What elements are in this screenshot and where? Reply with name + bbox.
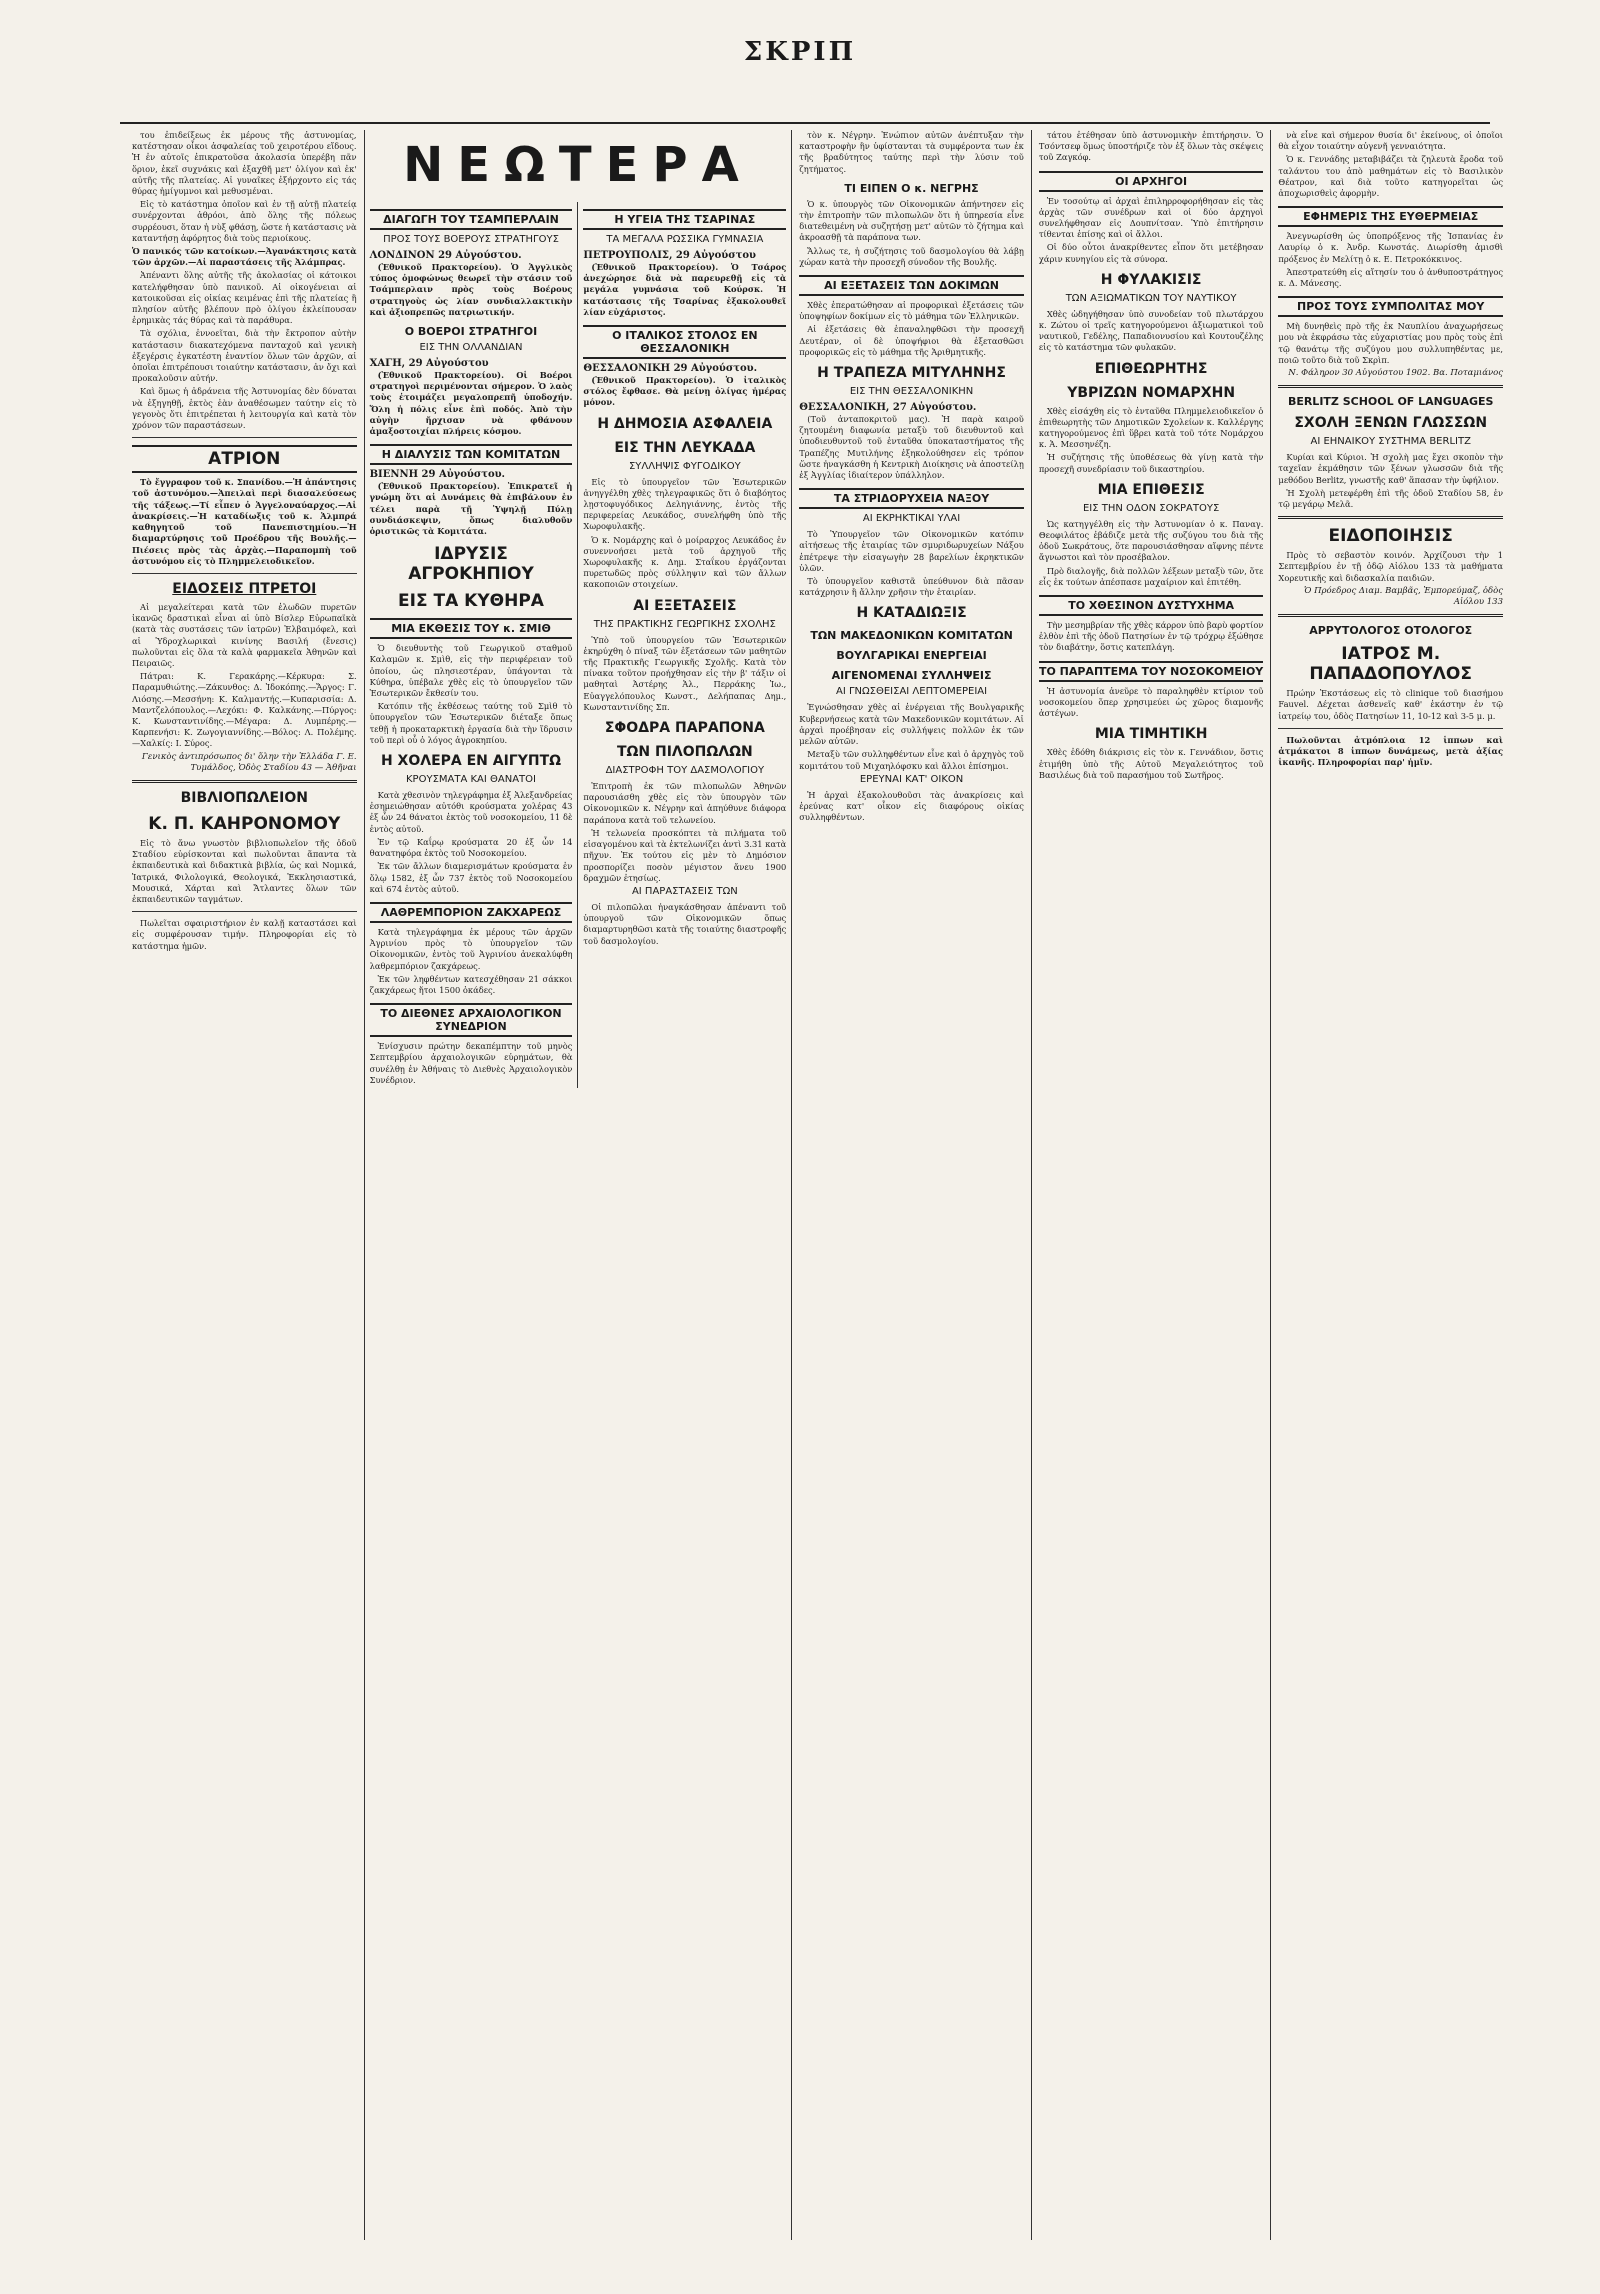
dateline: ΘΕΣΣΑΛΟΝΙΚΗ 29 Αὐγούστου. bbox=[583, 363, 758, 375]
column-2 bbox=[365, 202, 579, 1088]
headline: Η ΥΓΕΙΑ ΤΗΣ ΤΣΑΡΙΝΑΣ bbox=[583, 209, 786, 230]
headline: Η ΦΥΛΑΚΙΣΙΣ bbox=[1100, 271, 1202, 288]
article-text: Ὡς κατηγγέλθη εἰς τὴν Ἀστυνομίαν ὁ κ. Παναγ. Θεοφιλάτος ἐβάδιζε μετὰ τῆς συζύγου του διὰ τῆς ὁδοῦ Σωκράτους, ὅτε παρουσιάσθησαν αἴφνης πέντε ἄγνωστοι καὶ τὸν προσέβαλον. bbox=[1038, 518, 1264, 563]
ad-text: Ἡ Σχολὴ μετεφέρθη ἐπὶ τῆς ὁδοῦ Σταδίου 58, ἐν τῷ μεγάρῳ Μελᾶ. bbox=[1278, 487, 1503, 510]
article-text: Ἐκ τῶν ληφθέντων κατεσχέθησαν 21 σάκκοι ζακχάρεως ἥτοι 1500 ὀκάδες. bbox=[369, 973, 573, 995]
headline: ΤΙ ΕΙΠΕΝ Ο κ. ΝΕΓΡΗΣ bbox=[844, 181, 979, 195]
subheadline: ΑΙ ΕΚΡΗΚΤΙΚΑΙ ΥΛΑΙ bbox=[862, 513, 961, 525]
article-text: Ἐν τῷ Καΐρῳ κρούσματα 20 ἐξ ὧν 14 θανατηφόρα ἐκτὸς τοῦ Νοσοκομείου. bbox=[369, 836, 573, 859]
ad-text: Πωλεῖται σφαιριστήριον ἐν καλῇ καταστάσει καὶ εἰς συμφέρουσαν τιμήν. Πληροφορίαι εἰς τὸ κατάστημα ἡμῶν. bbox=[132, 918, 357, 951]
subheadline: ΔΙΑΣΤΡΟΦΗ ΤΟΥ ΔΑΣΜΟΛΟΓΙΟΥ bbox=[605, 765, 765, 777]
subheadline: ΑΙ ΓΝΩΣΘΕΙΣΑΙ ΛΕΠΤΟΜΕΡΕΙΑΙ bbox=[836, 686, 988, 698]
ad-text: Κυρίαι καὶ Κύριοι. Ἡ σχολὴ μας ἔχει σκοπὸν τὴν ταχεῖαν ἐκμάθησιν τῶν ξένων γλωσσῶν διὰ τῆς μεθόδου Berlitz, γνωστῆς καθ' ἅπασαν τὴν ὑφήλιον. bbox=[1278, 452, 1503, 485]
column-6 bbox=[1271, 130, 1510, 2240]
subheadline: ΣΥΛΛΗΨΙΣ ΦΥΓΟΔΙΚΟΥ bbox=[628, 460, 741, 472]
article-text: Ἡ τελωνεία προσκόπτει τὰ πιλήματα τοῦ εἰσαγομένου καὶ τὰ ἐκτελωνίζει ἀντὶ 3.31 κατὰ πῆχυν. Ἐκ τούτου εἰς μὲν τὸ Δημόσιον προσπορίζει ποσὸν μέγιστον ἄνευ 1900 δραχμῶν ἐτησίως. bbox=[583, 827, 787, 883]
headline: ΑΙΓΕΝΟΜΕΝΑΙ ΣΥΛΛΗΨΕΙΣ bbox=[831, 669, 992, 683]
headline: ΛΑΘΡΕΜΠΟΡΙΟΝ ΖΑΚΧΑΡΕΩΣ bbox=[370, 902, 573, 923]
ad-heading: ΑΡΡΥΤΟΛΟΓΟΣ ΟΤΟΛΟΓΟΣ bbox=[1309, 624, 1473, 638]
headline: Η ΔΙΑΛΥΣΙΣ ΤΩΝ ΚΟΜΙΤΑΤΩΝ bbox=[370, 444, 573, 465]
masthead-title: ΣΚΡΙΠ bbox=[743, 37, 857, 67]
headline: ΕΦΗΜΕΡΙΣ ΤΗΣ ΕΥΘΕΡΜΕΙΑΣ bbox=[1278, 206, 1503, 227]
subheadline: ΕΙΣ ΤΗΝ ΟΛΛΑΝΔΙΑΝ bbox=[419, 342, 523, 354]
heading-atrion: ΑΤΡΙΟΝ bbox=[132, 445, 357, 473]
article-text: Μὴ δυνηθεὶς πρὸ τῆς ἐκ Ναυπλίου ἀναχωρήσεως μου νὰ ἐκφράσω τὰς εὐχαριστίας μου πρὸς τοὺς ἐπὶ τῷ θανάτῳ τῆς συζύγου μου συλλυπηθέντας με, ποιῶ τοῦτο διὰ τοῦ Σκρὶπ. bbox=[1278, 321, 1503, 365]
dateline: ΧΑΓΗ, 29 Αὐγούστου bbox=[369, 358, 489, 370]
heading-bookstore-owner: Κ. Π. ΚΑΗΡΟΝΟΜΟΥ bbox=[148, 813, 341, 834]
article-text: Τὰ σχόλια, ἐννοεῖται, διὰ τὴν ἔκτροπον αὐτὴν κατάστασιν διακατεχόμενα πανταχοῦ καὶ γενικὴ ἐξεγέρσις ἐγκατέστη ἐναντίον ὅλων τῶν ἀρχῶν, αἱ ὁποῖαι ἐπιτρέπουσι τοιαύτην κατάστασιν, ἀν ὄχι καὶ προκαλοῦσιν αὐτήν. bbox=[132, 328, 357, 384]
headline: ΜΙΑ ΤΙΜΗΤΙΚΗ bbox=[1094, 726, 1208, 743]
headline: Η ΔΗΜΟΣΙΑ ΑΣΦΑΛΕΙΑ bbox=[597, 415, 773, 432]
heading-bookstore: ΒΙΒΛΙΟΠΩΛΕΙΟΝ bbox=[180, 789, 308, 806]
signature: Ν. Φάληρον 30 Αὐγούστου 1902. Βα. Ποταμιάνος bbox=[1288, 368, 1503, 379]
section-title: ΝΕΩΤΕΡΑ bbox=[403, 137, 753, 193]
ad-heading: ΣΧΟΛΗ ΞΕΝΩΝ ΓΛΩΣΣΩΝ bbox=[1294, 415, 1488, 432]
column-3 bbox=[578, 202, 791, 1088]
headline: ΤΩΝ ΜΑΚΕΔΟΝΙΚΩΝ ΚΟΜΙΤΑΤΩΝ bbox=[810, 629, 1013, 643]
headline: ΤΟ ΔΙΕΘΝΕΣ ΑΡΧΑΙΟΛΟΓΙΚΟΝ ΣΥΝΕΔΡΙΟΝ bbox=[370, 1003, 573, 1037]
subheadline: ΤΩΝ ΑΞΙΩΜΑΤΙΚΩΝ ΤΟΥ ΝΑΥΤΙΚΟΥ bbox=[1065, 292, 1237, 304]
article-text: Τὸ ἔγγραφον τοῦ κ. Σπανίδου.—Ἡ ἀπάντησις τοῦ ἀστυνόμου.—Ἀπειλαὶ περὶ διασαλεύσεως τῆς τάξεως.—Τί εἶπεν ὁ Ἀγγελοναύαρχος.—Αἱ ἀνακρίσεις.—Ἡ καταδίωξις τοῦ κ. Ἀλμπρά καθηγητοῦ τοῦ Πανεπιστημίου.—Ἡ διαμαρτύρησις τοῦ Προέδρου τῆς Βουλῆς.—Πιέσεις πρὸς τὰς ἀρχὰς.—Παραπομπὴ τοῦ ἀστυνόμου εἰς τὸ Πλημμελειοδικεῖον. bbox=[132, 477, 357, 566]
divider bbox=[132, 573, 357, 574]
article-text: Ἐν τοσούτῳ αἱ ἀρχαὶ ἐπιληρροφορήθησαν εἰς τὰς ἀρχὰς τῶν συνέδρων καὶ οἱ δύο ἀρχηγοὶ συνελήφθησαν εἰς Δουπνίτσαν. Ὑπὸ ἐπιτήρησιν τίθενται ἐπίσης καὶ οἱ ἄλλοι. bbox=[1038, 195, 1264, 240]
headline: ΥΒΡΙΖΩΝ ΝΟΜΑΡΧΗΝ bbox=[1067, 384, 1236, 401]
article-subhead: Ὁ πανικός τῶν κατοίκων.—Ἀγανάκτησις κατὰ τῶν ἀρχῶν.—Αἱ παραστάσεις τῆς Ἀλάμπρας. bbox=[132, 246, 357, 268]
ad-heading: ΙΑΤΡΟΣ Μ. ΠΑΠΑΔΟΠΟΥΛΟΣ bbox=[1309, 644, 1472, 685]
article-text: Οἱ πιλοπῶλαι ἠναγκάσθησαν ἀπέναντι τοῦ ὑπουργοῦ τῶν Οἰκονομικῶν ὅπως διαμαρτυρηθῶσι κατὰ τῆς τοιαύτης διαστροφῆς τοῦ δασμολογίου. bbox=[583, 901, 787, 946]
article-text: Ὁ κ. Νομάρχης καὶ ὁ μοίραρχος Λευκάδος ἐν συνεννοήσει μετὰ τοῦ ἀρχηγοῦ τῆς Χωροφυλακῆς κ. Δημ. Σταΐκου ἐργάζονται πυρετωδῶς πρὸς σύλληψιν καὶ τῶν ἄλλων κακοποιῶν στοιχείων. bbox=[583, 534, 787, 590]
article-text: Χθὲς εἰσάχθη εἰς τὸ ἐνταῦθα Πλημμελειοδικεῖον ὁ ἐπιθεωρητὴς τῶν Δημοτικῶν Σχολείων κ. Καλλέργης κατηγορούμενος ἐπὶ ὕβρει κατὰ τοῦ τότε Νομάρχου κ. Ἀ. Μεσσηνέζη. bbox=[1038, 405, 1264, 450]
headline: ΕΠΙΘΕΩΡΗΤΗΣ bbox=[1094, 360, 1208, 377]
subheadline: ΤΗΣ ΠΡΑΚΤΙΚΗΣ ΓΕΩΡΓΙΚΗΣ ΣΧΟΛΗΣ bbox=[593, 618, 776, 630]
article-text: (Ἐθνικοῦ Πρακτορείου). Ὁ ἰταλικὸς στόλος ἔφθασε. Θὰ μείνῃ ὀλίγας ἡμέρας μόνον. bbox=[583, 375, 787, 408]
article-text: Ἄλλως τε, ἡ συζήτησις τοῦ δασμολογίου θὰ λάβῃ χώραν κατὰ τὴν προσεχῆ σύνοδον τῆς Βουλῆς. bbox=[799, 245, 1024, 267]
ad-text: Πάτραι: Κ. Γερακάρης.—Κέρκυρα: Σ. Παραμυθιώτης.—Ζάκυνθος: Δ. Ἰδοκόπης.—Ἄργος: Γ. Λιόσης.—Μεσσήνη: Κ. Καλμαντής.—Κυπαρισσία: Δ. Μαντζελόπουλος.—Λεχόκι: Φ. Καλκάνης.—Πύργος: Κ. Κωνσταντινίδης.—Μέγαρα: Δ. Λυμπέρης.—Καρπενήσι: Κ. Ζωγογιαννίδης.—Βόλος: Λ. Πολέμης.—Χαλκίς: Ι. Σύρος. bbox=[132, 671, 357, 749]
article-text: Τὸ Ὑπουργεῖον τῶν Οἰκονομικῶν κατόπιν αἰτήσεως τῆς ἑταιρίας τῶν σμυριδωρυχείων Νάξου ἐπέτρεψε τὴν εἰσαγωγὴν 28 βαρελίων ἐκρηκτικῶν ὑλῶν. bbox=[799, 529, 1024, 573]
headline: ΤΟ ΠΑΡΑΠΤΕΜΑ ΤΟΥ ΝΟΣΟΚΟΜΕΙΟΥ bbox=[1039, 661, 1264, 682]
masthead bbox=[0, 28, 1600, 76]
ad-text: Πωλοῦνται ἀτμόπλοια 12 ἱππων καὶ ἀτμάκατοι 8 ἱππων δυνάμεως, μετὰ ἀξίας ἱκανῆς. Πληροφορίαι παρ' ἡμῖν. bbox=[1278, 734, 1503, 768]
divider bbox=[132, 911, 357, 912]
article-text: Ἀπεστρατεύθη εἰς αἴτησίν του ὁ ἀνθυποστράτηγος κ. Δ. Μάνεσης. bbox=[1278, 266, 1503, 289]
divider bbox=[132, 437, 357, 438]
top-rule bbox=[120, 122, 1490, 124]
divider bbox=[132, 780, 357, 783]
headline: ΤΩΝ ΠΙΛΟΠΩΛΩΝ bbox=[616, 744, 753, 761]
headline: ΒΟΥΛΓΑΡΙΚΑΙ ΕΝΕΡΓΕΙΑΙ bbox=[836, 649, 987, 663]
headline: ΔΙΑΓΩΓΗ ΤΟΥ ΤΣΑΜΠΕΡΛΑΙΝ bbox=[370, 209, 573, 230]
article-text: Ἡ ἀρχαὶ ἐξακολουθοῦσι τὰς ἀνακρίσεις καὶ ἐρεύνας κατ' οἶκον εἰς διαφόρους οἰκίας συλληφθέντων. bbox=[799, 789, 1024, 823]
headline: ΕΙΣ ΤΗΝ ΛΕΥΚΑΔΑ bbox=[614, 439, 756, 456]
ad-text: Πρώην Ἐκστάσεως εἰς τὸ clinique τοῦ διασήμου Fauvel. Δέχεται ἀσθενεῖς καθ' ἑκάστην ἐν τῷ ἰατρείῳ του, ὁδὸς Πατησίων 11, 10-12 καὶ 3-5 μ. μ. bbox=[1278, 688, 1503, 721]
heading-eidoseis: ΕΙΔΟΣΕΙΣ ΠΤΡΕΤΟΙ bbox=[172, 580, 317, 597]
subheadline: ΚΡΟΥΣΜΑΤΑ ΚΑΙ ΘΑΝΑΤΟΙ bbox=[406, 774, 536, 786]
headline: Ο ΒΟΕΡΟΙ ΣΤΡΑΤΗΓΟΙ bbox=[404, 325, 538, 339]
article-text: Εἰς τὸ κατάστημα ὁποῖον καὶ ἐν τῇ αὐτῇ πλατείᾳ συνέρχονται ἀθρόοι, ἀπὸ ὅλης τῆς πόλεως συρρέουσι, ὅταν ἡ νὺξ φθάσῃ, ὥστε ἡ κατάστασις νὰ καταντήσῃ ἀφόρητος διὰ τοὺς περιοίκους. bbox=[132, 199, 357, 243]
article-text: του ἐπιδείξεως ἐκ μέρους τῆς ἀστυνομίας, κατέστησαν οἶκοι ἀσφαλείας τοῦ χειροτέρου εἴδους. Ἡ ἐν αὐτοῖς ἐπικρατοῦσα ἀκολασία ὑπερέβη πᾶν ὅριον, ἐκεῖ συχνάκις καὶ ἐξαχθῆ μετ' ὀλίγον καὶ ἐκ' αὐτῆς τῆς πλατείας. Αἱ γυναῖκες ἐξήρχοντο εἰς τάς θύρας ἡμίγυμνοι καὶ μεθυσμέναι. bbox=[132, 130, 357, 197]
column-5 bbox=[1032, 130, 1272, 2240]
article-text: Οἱ δύο οὗτοι ἀνακρίθεντες εἶπον ὅτι μετέβησαν χάριν κυνηγίου εἰς τὰ σύνορα. bbox=[1038, 242, 1264, 264]
subheadline: ΕΡΕΥΝΑΙ ΚΑΤ' ΟΙΚΟΝ bbox=[859, 773, 964, 785]
dateline: ΛΟΝΔΙΝΟΝ 29 Αὐγούστου. bbox=[369, 250, 522, 261]
headline: ΑΙ ΕΞΕΤΑΣΕΙΣ ΤΩΝ ΔΟΚΙΜΩΝ bbox=[799, 275, 1024, 296]
headline: ΤΑ ΣΤΡΙΔΟΡΥΧΕΙΑ ΝΑΞΟΥ bbox=[799, 488, 1024, 509]
article-text: Ὑπὸ τοῦ ὑπουργείου τῶν Ἐσωτερικῶν ἐκηρύχθη ὁ πίναξ τῶν ἐξετάσεων τῶν μαθητῶν τῆς Πρακτικῆς Γεωργικῆς Σχολῆς. Κατὰ τὸν πίνακα τοῦτον προήχθησαν εἰς τὴν β' τάξιν οἱ μαθηταὶ Ἀστέρης Ἀλ., Περράκης Ἰω., Εὐαγγελόπουλος Κωνστ., Δελήπαπας Δημ., Κωνσταντινίδης Σπ. bbox=[583, 634, 787, 712]
subheadline: ΜΙΑ ΕΚΘΕΣΙΣ ΤΟΥ κ. ΣΜΙΘ bbox=[370, 618, 573, 639]
article-text: Ὁ διευθυντὴς τοῦ Γεωργικοῦ σταθμοῦ Καλαμῶν κ. Σμὶθ, εἰς τὴν περιφέρειαν τοῦ ὁποίου, ὡς πλησιεστέραν, ὑπάγονται τὰ Κύθηρα, ὑπέβαλε χθὲς εἰς τὸ ὑπουργεῖον τῶν Ἐσωτερικῶν ἔκθεσίν του. bbox=[369, 643, 573, 699]
subheadline: ΤΑ ΜΕΓΑΛΑ ΡΩΣΣΙΚΑ ΓΥΜΝΑΣΙΑ bbox=[606, 234, 764, 245]
ad-text: Αἱ μεγαλείτεραι κατὰ τῶν ἐλωδῶν πυρετῶν ἰκανῶς δραστικαὶ εἶναι αἱ ὑπὸ Βίσλερ Εὐρωπαϊκὰ (κατὰ τὰς συστάσεις τῶν ἰατρῶν) Ἑλβαιμόφελ, καὶ αἱ Ὑδροχλωρικαὶ κινίνης Βασιλή (ἔνεσις) πωλοῦνται εἰς ὅλα τὰ καλὰ φαρμακεῖα Ἀθηνῶν καὶ Πειραιῶς. bbox=[132, 601, 357, 668]
dateline: ΠΕΤΡΟΥΠΟΛΙΣ, 29 Αὐγούστου bbox=[583, 250, 756, 261]
divider bbox=[1278, 614, 1503, 617]
ad-heading: BERLITZ SCHOOL OF LANGUAGES bbox=[1287, 395, 1494, 409]
article-text: Πρὸ διαλογῆς, διὰ πολλῶν λέξεων μεταξὺ τῶν, ὅτε εἷς ἐκ τούτων ἀπέσπασε μαχαίριον καὶ ἐπιτέθη. bbox=[1038, 565, 1264, 587]
headline: Η ΤΡΑΠΕΖΑ ΜΙΤΥΛΗΝΗΣ bbox=[817, 365, 1006, 382]
article-text: Χθὲς ὡδηγήθησαν ὑπὸ συνοδείαν τοῦ πλωτάρχου κ. Ζώτου οἱ τρεῖς κατηγορούμενοι ἀξιωματικοὶ τοῦ ναυτικοῦ, Γεδέλης, Παπαδιονυσίου καὶ Κουτουζέλης εἰς τὸ κατάστημα τῶν φυλακῶν. bbox=[1038, 308, 1264, 353]
dateline: ΘΕΣΣΑΛΟΝΙΚΗ, 27 Αὐγούστου. bbox=[799, 402, 977, 414]
article-text: (Ἐθνικοῦ Πρακτορείου). Ὁ Ἀγγλικὸς τύπος ὁμοφώνως θεωρεῖ τὴν στάσιν τοῦ Τσάμπερλαιν πρὸς τοὺς Βοέρους στρατηγοὺς ὡς λίαν συνδιαλλακτικὴν καὶ ἀξιοπρεπῶς πατριωτικήν. bbox=[369, 262, 573, 317]
article-text: (Τοῦ ἀνταποκριτοῦ μας). Ἡ παρὰ καιροῦ ζητουμένη διαφωνία μεταξὺ τοῦ διευθυντοῦ καὶ ὑποδιευθυντοῦ τοῦ ἐνταῦθα ὑποκαταστήματος τῆς Τραπέζης Μυτιλήνης ἐξηκολούθησεν εἰς τρόπον ὥστε ἠναγκάσθη ἡ Κεντρικὴ Διοίκησις νὰ ἀποστείλῃ ἐξ Ἀγγλίας ἰδιαίτερον ὑπάλληλον. bbox=[799, 414, 1024, 481]
headline: Η ΧΟΛΕΡΑ ΕΝ ΑΙΓΥΠΤΩ bbox=[380, 753, 562, 770]
column-1 bbox=[125, 130, 365, 2240]
article-text: (Ἐθνικοῦ Πρακτορείου). Ἐπικρατεῖ ἡ γνώμη ὅτι αἱ Δυνάμεις θὰ ἐπιβάλουν ἐν τέλει παρὰ τῇ Ὑψηλῇ Πύλῃ συνδιάσκεψιν, ὅπως διαλυθοῦν ὁριστικῶς τὰ Κομιτάτα. bbox=[369, 481, 573, 537]
article-text: Ὁ κ. Γεννάδης μεταβιβάζει τὰ ζηλευτὰ ἔροδα τοῦ ταλάντου του ἀπὸ μαθημάτων εἰς τὸ Βασιλικὸν Θέατρον, καὶ διὰ τοῦτο κατηγορεῖται ὡς ἀποχωρισθεὶς ἀφορμὴν. bbox=[1278, 154, 1503, 199]
columns bbox=[125, 130, 1510, 2240]
article-text: τὸν κ. Νέγρην. Ἐνώπιον αὐτῶν ἀνέπτυξαν τὴν καταστροφὴν ἣν ὑφίστανται τὰ συμφέροντα των ἐκ τῆς βραδύτητος ταύτης περὶ τὴν λύσιν τοῦ ζητήματος. bbox=[799, 130, 1024, 174]
article-text: Ἐγνώσθησαν χθὲς αἱ ἐνέργειαι τῆς Βουλγαρικῆς Κυβερνήσεως κατὰ τῶν Μακεδονικῶν κομιτάτων. Αἱ ἀρχαὶ προέβησαν εἰς συλλήψεις πολλῶν ἐκ τῶν μελῶν αὐτῶν. bbox=[799, 702, 1024, 747]
article-text: Ἡ ἀστυνομία ἀνεῦρε τὸ παραληφθὲν κτίριον τοῦ νοσοκομείου ὅπερ χρησιμεύει ὡς χῶρος διαμονῆς ἀστέγων. bbox=[1038, 685, 1264, 719]
article-text: Ἀνεγνωρίσθη ὡς ὑποπρόξενος τῆς Ἰσπανίας ἐν Λαυρίῳ ὁ κ. Ἀνδρ. Κωνστάς. Διωρίσθη ἀμισθὶ πρόξενος ἐν Μελίτῃ ὁ κ. Ε. Πετροκόκκινος. bbox=[1278, 231, 1503, 264]
headline: ΕΙΣ ΤΑ ΚΥΘΗΡΑ bbox=[398, 591, 544, 612]
article-text: Κατόπιν τῆς ἐκθέσεως ταύτης τοῦ Σμὶθ τὸ ὑπουργεῖον τῶν Ἐσωτερικῶν διέταξε ὅπως τεθῇ ἡ προκαταρκτικὴ ἐργασία διὰ τὴν ἵδρυσιν τοῦ περὶ οὗ ὁ λόγος ἀγροκηπίου. bbox=[369, 701, 573, 745]
news-section bbox=[365, 130, 793, 2240]
article-text: Κατὰ χθεσινὸν τηλεγράφημα ἐξ Ἀλεξανδρείας ἐσημειώθησαν αὐτόθι κρούσματα χολέρας 43 ἐξ ὧν 24 θάνατοι ἐκτὸς τοῦ νοσοκομείου, 11 δὲ ἐντὸς αὐτοῦ. bbox=[369, 790, 573, 834]
article-text: τάτου ἐτέθησαν ὑπὸ ἀστυνομικὴν ἐπιτήρησιν. Ὁ Τσόντσεφ ὅμως ὑποστήριζε τὸν ἐξ ὅλων τὰς σκέψεις τοῦ Ζαγκόφ. bbox=[1038, 130, 1264, 163]
article-text: Καὶ ὅμως ἡ ἀδράνεια τῆς Ἀστυνομίας δὲν δύναται νὰ ἐξηγηθῇ, ἐκτὸς ἐὰν ἀναθέσωμεν ταύτην εἰς τὸ γεγονὸς ὅτι ἐπιτρέπεται ἡ λειτουργία καὶ κατὰ τὸν χρόνον τῶν παραστάσεων. bbox=[132, 386, 357, 431]
ad-text: Πρὸς τὸ σεβαστὸν κοινόν. Ἀρχίζουσι τὴν 1 Σεπτεμβρίου ἐν τῇ ὁδῷ Αἰόλου 133 τὰ μαθήματα Χορευτικῆς καὶ διδασκαλία παιδιῶν. bbox=[1278, 550, 1503, 583]
article-text: Ἀπέναντι ὅλης αὐτῆς τῆς ἀκολασίας οἱ κάτοικοι κατελήφθησαν ὑπὸ πανικοῦ. Αἱ οἰκογένειαι αἱ κατοικοῦσαι εἰς οἰκίας κειμένας ἐπὶ τῆς πλατείας ἢ πλησίον αὐτῆς βλέπουν πρὸ ὀλίγου ἐκλείπουσαν ἐρημικὰς τάς θύρας καὶ τὰ παράθυρα. bbox=[132, 270, 357, 326]
dateline: ΒΙΕΝΝΗ 29 Αὐγούστου. bbox=[369, 469, 506, 481]
article-text: Ὁ κ. ὑπουργὸς τῶν Οἰκονομικῶν ἀπήντησεν εἰς τὴν ἐπιτροπὴν τῶν πιλοπωλῶν ὅτι ἡ ὑπηρεσία εἶνε διατεθειμένη νὰ συζητήσῃ μετ' αὐτῶν τὸ ζήτημα καὶ ἀκροασθῇ τὰ παράπονα των. bbox=[799, 198, 1024, 243]
article-text: Μεταξὺ τῶν συλληφθέντων εἶνε καὶ ὁ ἀρχηγὸς τοῦ κομιτάτου τοῦ Μιχαηλόφσκυ καὶ ἄλλοι ἐπίσημοι. bbox=[799, 749, 1024, 771]
article-text: Ἐκ τῶν ἄλλων διαμερισμάτων κρούσματα ἐν ὅλῳ 1582, ἐξ ὧν 737 ἐκτὸς τοῦ Νοσοκομείου καὶ 674 ἐντὸς αὐτοῦ. bbox=[369, 861, 573, 894]
article-text: Ἡ συζήτησις τῆς ὑποθέσεως θὰ γίνῃ κατὰ τὴν προσεχῆ συνεδρίασιν τοῦ δικαστηρίου. bbox=[1038, 452, 1264, 474]
divider bbox=[1278, 516, 1503, 519]
ad-subheading: ΑΙ ΕΗΝΑΙΚΟΥ ΣΥΣΤΗΜΑ BERLITZ bbox=[1310, 436, 1471, 448]
ad-heading: ΕΙΔΟΠΟΙΗΣΙΣ bbox=[1328, 526, 1453, 547]
ad-text: Εἰς τὸ ἄνω γνωστὸν βιβλιοπωλεῖον τῆς ὁδοῦ Σταδίου εὑρίσκονται καὶ πωλοῦνται ἅπαντα τὰ ἐκπαιδευτικὰ καὶ διδακτικὰ βιβλία, ὡς καὶ Νομικά, Ἰατρικά, Φιλολογικά, Θεολογικά, Ἐκκλησιαστικά, Μουσικά, Χάρται καὶ Ἄτλαντες ὅλων τῶν ἐκπαιδευτικῶν ταγμάτων. bbox=[132, 837, 357, 904]
article-text: (Ἐθνικοῦ Πρακτορείου). Οἱ Βοέροι στρατηγοὶ περιμένονται σήμερον. Ὁ λαὸς τοὺς ἑτοιμάζει μεγαλοπρεπῆ ὑποδοχήν. Ὅλη ἡ πόλις εἶνε ἐπὶ ποδός. Ἀπὸ τὴν αὐγὴν ἤρχισαν νὰ φθάνουν ἀμαξοστοιχίαι πλήρεις κόσμου. bbox=[369, 370, 573, 437]
article-text: Χθὲς ἐπερατώθησαν αἱ προφορικαὶ ἐξετάσεις τῶν ὑποψηφίων δοκίμων εἰς τὸ μάθημα τῶν Ἑλληνικῶν. bbox=[799, 300, 1024, 322]
article-text: Ἐπιτροπὴ ἐκ τῶν πιλοπωλῶν Ἀθηνῶν παρουσιάσθη χθὲς εἰς τὸν ὑπουργὸν τῶν Οἰκονομικῶν κ. Νέγρην καὶ ἀπηύθυνε διάφορα παράπονα κατὰ τοῦ τελωνείου. bbox=[583, 781, 787, 825]
subheadline: ΠΡΟΣ ΤΟΥΣ ΒΟΕΡΟΥΣ ΣΤΡΑΤΗΓΟΥΣ bbox=[383, 234, 559, 245]
headline: ΑΙ ΕΞΕΤΑΣΕΙΣ bbox=[633, 597, 737, 614]
article-text: Κατὰ τηλεγράφημα ἐκ μέρους τῶν ἀρχῶν Ἀγρινίου πρὸς τὸ ὑπουργεῖον τῶν Οἰκονομικῶν, ἐντὸς τοῦ Ἀγρινίου ἀνεκαλύφθη λαθρεμπόριον ζακχάρεως. bbox=[369, 926, 573, 971]
article-text: Τὴν μεσημβρίαν τῆς χθὲς κάρρον ὑπὸ βαρὺ φορτίον ἐλθὸν ἐπὶ τῆς ὁδοῦ Πατησίων ἐν τῷ τρόχρῳ ἐξώθησε τὸν διαβάτην, ὅστις κατεπλάγη. bbox=[1038, 620, 1264, 653]
headline: ΟΙ ΑΡΧΗΓΟΙ bbox=[1039, 171, 1264, 192]
article-text: Αἱ ἐξετάσεις θὰ ἐπαναληφθῶσι τὴν προσεχῆ Δευτέραν, οἱ δὲ ὑποψήφιοι θὰ ἐξετασθῶσι προφορικῶς εἰς τὸ μάθημα τῆς Ἀριθμητικῆς. bbox=[799, 324, 1024, 357]
article-text: νὰ εἶνε καὶ σήμερον θυσία δι' ἐκείνους, οἱ ὁποῖοι θὰ εἶχον τοιαύτην αὐγενῆ γενναιότητα. bbox=[1278, 130, 1503, 152]
headline: ΤΟ ΧΘΕΣΙΝΟΝ ΔΥΣΤΥΧΗΜΑ bbox=[1039, 595, 1264, 616]
article-text: (Ἐθνικοῦ Πρακτορείου). Ὁ Τσάρος ἀνεχώρησε διὰ νὰ παρευρεθῇ εἰς τὰ μεγάλα γυμνάσια τοῦ Κούρσκ. Ἡ κατάστασις τῆς Τσαρίνας ἐξακολουθεῖ λίαν εὐχάριστος. bbox=[583, 262, 787, 317]
divider bbox=[1278, 728, 1503, 729]
subheadline: ΕΙΣ ΤΗΝ ΟΔΟΝ ΣΟΚΡΑΤΟΥΣ bbox=[1082, 502, 1220, 514]
article-text: Χθὲς ἐδόθη διάκρισις εἰς τὸν κ. Γεννάδιον, ὅστις ἐτιμήθη ὑπὸ τῆς Αὐτοῦ Μεγαλειότητος τοῦ Βασιλέως διὰ τοῦ παρασήμου τοῦ Σωτῆρος. bbox=[1038, 747, 1264, 780]
subheadline: ΕΙΣ ΤΗΝ ΘΕΣΣΑΛΟΝΙΚΗΝ bbox=[849, 386, 974, 398]
ad-signature: Γενικὸς ἀντιπρόσωπος δι' ὅλην τὴν Ἑλλάδα Γ. Ε. Τυμάλδος, Ὁδὸς Σταδίου 43 — Ἀθῆναι bbox=[141, 751, 357, 773]
article-text: Ἐνίσχυσιν πρώτην δεκαπέμπτην τοῦ μηνὸς Σεπτεμβρίου ἀρχαιολογικῶν εὑρημάτων, θὰ συνέλθῃ ἐν Ἀθήναις τὸ Διεθνὲς Ἀρχαιολογικὸν Συνέδριον. bbox=[369, 1041, 573, 1085]
headline: ΜΙΑ ΕΠΙΘΕΣΙΣ bbox=[1097, 481, 1205, 498]
subheadline: ΑΙ ΠΑΡΑΣΤΑΣΕΙΣ ΤΩΝ bbox=[631, 885, 738, 897]
headline: Η ΚΑΤΑΔΙΩΞΙΣ bbox=[856, 605, 967, 622]
news-columns bbox=[365, 202, 792, 1088]
headline: Ο ΙΤΑΛΙΚΟΣ ΣΤΟΛΟΣ ΕΝ ΘΕΣΣΑΛΟΝΙΚΗ bbox=[583, 325, 786, 359]
article-text: Εἰς τὸ ὑπουργεῖον τῶν Ἐσωτερικῶν ἀνηγγέλθη χθὲς τηλεγραφικῶς ὅτι ὁ διαβόητος λῃστοφυγόδικος Δεληγιάννης, ἐντὸς τῆς περιφερείας Λευκάδος, συνελήφθη ὑπὸ τῆς Χωροφυλακῆς. bbox=[583, 476, 787, 532]
signature: Ὁ Πρόεδρος Διαμ. Βαμβᾶς, Ἐμπορεύμαζ, ὁδὸς Αἰόλου 133 bbox=[1304, 585, 1503, 608]
divider bbox=[1278, 385, 1503, 388]
headline: ΣΦΟΔΡΑ ΠΑΡΑΠΟΝΑ bbox=[604, 720, 765, 737]
headline: ΠΡΟΣ ΤΟΥΣ ΣΥΜΠΟΛΙΤΑΣ ΜΟΥ bbox=[1278, 296, 1503, 317]
column-4 bbox=[792, 130, 1032, 2240]
headline: ΙΔΡΥΣΙΣ ΑΓΡΟΚΗΠΙΟΥ bbox=[408, 544, 534, 585]
article-text: Τὸ ὑπουργεῖον καθιστᾶ ὑπεύθυνον διὰ πᾶσαν κατάχρησιν ἢ ἄλλην χρῆσιν τὴν ἑταιρίαν. bbox=[799, 576, 1024, 598]
